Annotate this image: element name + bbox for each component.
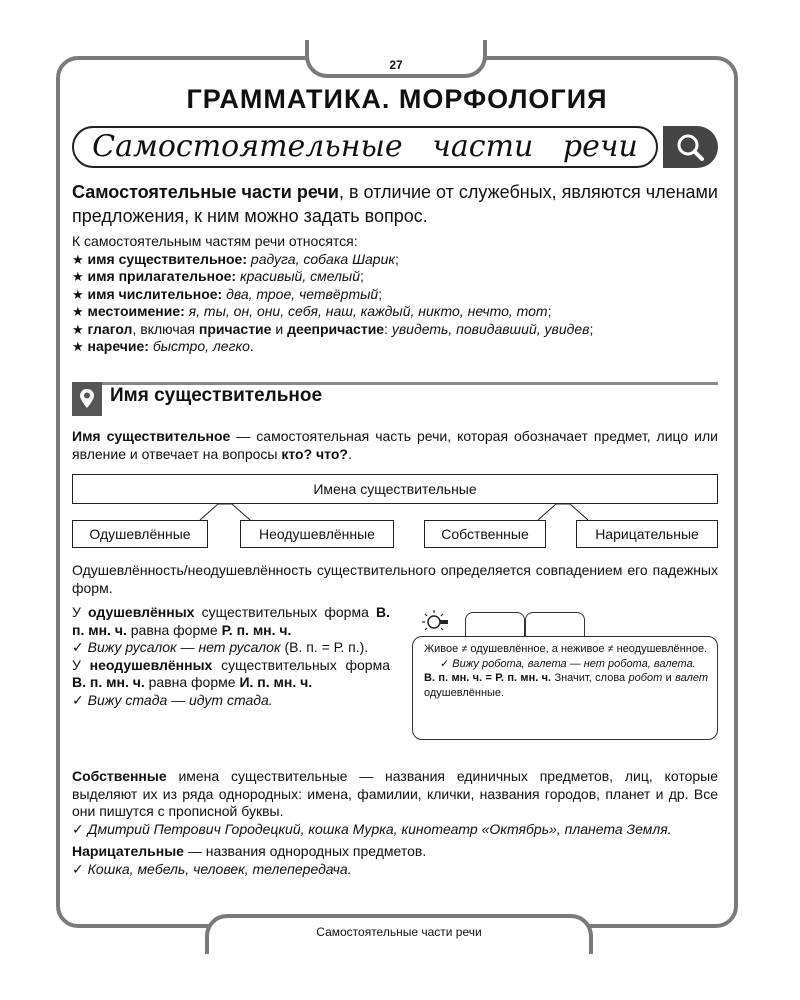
animacy-rules xyxy=(72,604,390,709)
search-button[interactable] xyxy=(663,126,718,168)
common-example: ✓ Кошка, мебель, человек, телепередача. xyxy=(72,860,352,877)
diagram-node-animate: Одушевлённые xyxy=(72,520,208,548)
animacy-paragraph: Одушевлённость/неодушевлённость существительного определяется совпадением его падежных форм. xyxy=(72,562,718,596)
star-icon: ★ xyxy=(72,286,84,302)
list-item: ★ имя существительное: радуга, собака Шарик; xyxy=(72,250,399,267)
animate-example: ✓ Вижу русалок — нет русалок (В. п. = Р. п.). xyxy=(72,639,369,655)
common-definition: Нарицательные — названия однородных предметов. xyxy=(72,843,427,859)
inanimate-rule: У неодушевлённых существительных форма В. п. мн. ч. равна форме И. п. мн. ч. xyxy=(72,656,390,690)
list-item: ★ наречие: быстро, легко. xyxy=(72,338,254,354)
check-icon: ✓ xyxy=(72,691,84,708)
star-icon: ★ xyxy=(72,269,84,284)
proper-example: ✓ Дмитрий Петрович Городецкий, кошка Мурка, кинотеатр «Октябрь», планета Земля. xyxy=(72,820,672,837)
check-icon: ✓ xyxy=(72,639,84,655)
list-item: ★ имя прилагательное: красивый, смелый; xyxy=(72,268,364,284)
parts-list xyxy=(72,233,718,356)
note-tab xyxy=(465,612,525,636)
noun-definition: Имя существительное — самостоятельная часть речи, которая обозначает предмет, лицо или явление и отвечает на вопросы кто? что?. xyxy=(72,428,718,462)
section-title: Имя существительное xyxy=(110,385,323,406)
note-text: Живое ≠ одушевлённое, а неживое ≠ неодушевлённое. ✓ Вижу робота, валета — нет робота, валета. В. п. мн. ч. = Р. п. мн. ч. Значит, слова робот и валет одушевлённые. xyxy=(424,643,708,699)
proper-common-section xyxy=(72,768,718,878)
star-icon: ★ xyxy=(72,251,84,267)
star-icon: ★ xyxy=(72,321,84,337)
diagram-node-inanimate: Неодушевлённые xyxy=(240,520,394,548)
list-item: ★ местоимение: я, ты, он, они, себя, наш, каждый, никто, нечто, тот; xyxy=(72,303,552,319)
list-lead: К самостоятельным частям речи относятся: xyxy=(72,233,358,249)
search-icon xyxy=(663,126,718,168)
star-icon: ★ xyxy=(72,339,84,354)
check-icon: ✓ xyxy=(440,657,450,670)
location-pin-icon xyxy=(72,382,102,416)
diagram-node-common: Нарицательные xyxy=(576,520,718,548)
footer-label: Самостоятельные части речи xyxy=(316,925,482,939)
intro-paragraph: Самостоятельные части речи, в отличие от служебных, являются членами предложения, к ним можно задать вопрос. xyxy=(72,182,718,226)
check-icon: ✓ xyxy=(72,860,84,877)
proper-definition: Собственные имена существительные — названия единичных предметов, лиц, которые выделяют их из ряда однородных: имена, фамилии, клички, названия городов, планет и др. Все они пишутся с прописной буквы. xyxy=(72,768,718,819)
star-icon: ★ xyxy=(72,304,84,319)
list-item: ★ глагол, включая причастие и деепричастие: увидеть, повидавший, увидев; xyxy=(72,320,594,337)
topic-banner: Самостоятельные части речи xyxy=(72,126,658,168)
diagram-node-proper: Собственные xyxy=(424,520,546,548)
list-item: ★ имя числительное: два, трое, четвёртый; xyxy=(72,285,383,302)
note-tab xyxy=(525,612,585,636)
page-number: 27 xyxy=(389,58,403,72)
lightbulb-icon xyxy=(420,608,460,636)
animate-rule: У одушевлённых существительных форма В. п. мн. ч. равна форме Р. п. мн. ч. xyxy=(72,604,390,638)
diagram-root: Имена существительные xyxy=(72,474,718,504)
check-icon: ✓ xyxy=(72,820,84,837)
inanimate-example: ✓ Вижу стада — идут стада. xyxy=(72,691,273,708)
page-title: ГРАММАТИКА. МОРФОЛОГИЯ xyxy=(186,84,608,114)
